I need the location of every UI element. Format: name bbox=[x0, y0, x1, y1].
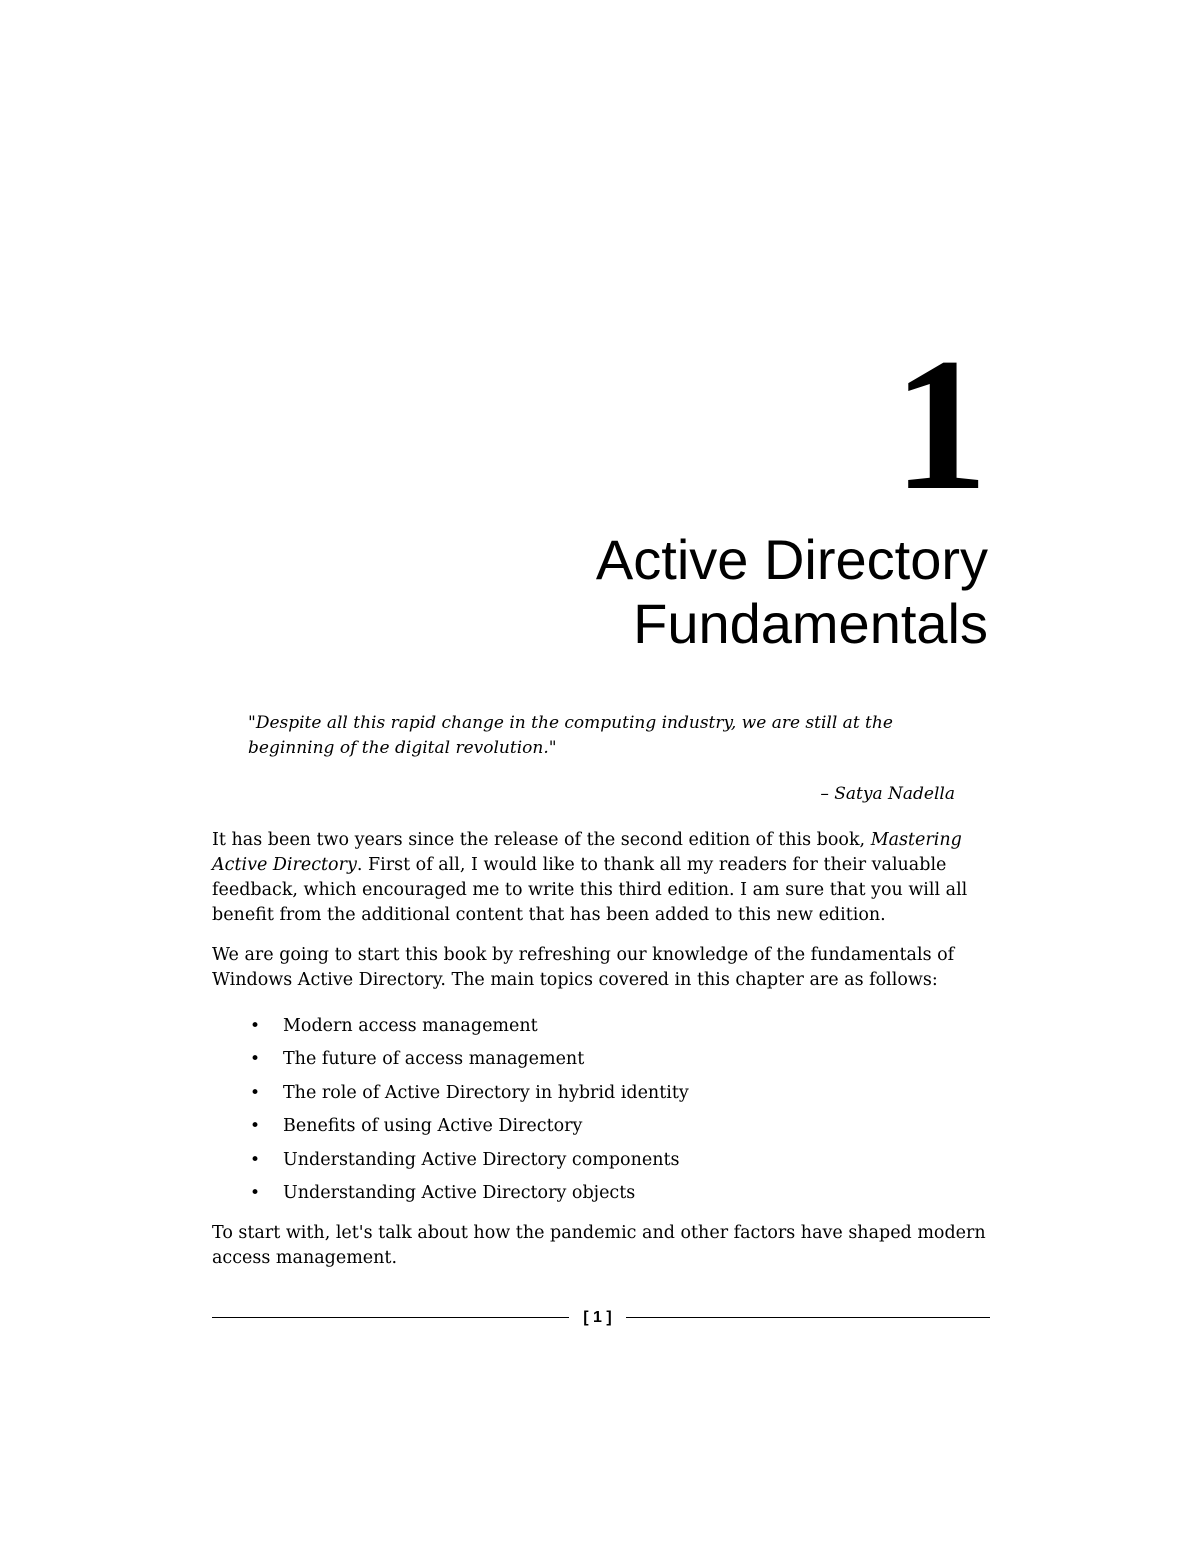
page-number: [ 1 ] bbox=[583, 1309, 612, 1326]
footer-rule-right bbox=[626, 1317, 990, 1318]
bullet-icon: • bbox=[250, 1082, 261, 1103]
page-footer bbox=[212, 1305, 990, 1331]
chapter-title-line-1: Active Directory bbox=[595, 528, 988, 591]
footer-rule-left bbox=[212, 1317, 569, 1318]
intro-text-part-1: It has been two years since the release of the second edition of this book, bbox=[212, 830, 871, 850]
bullet-icon: • bbox=[250, 1016, 261, 1036]
intro-text-part-2: . First of all, I would like to thank all my readers for their valuable feedback, which encouraged me to write this third edition. I am sure that you will all benefit from the additional content that has been added to this new edition. bbox=[212, 855, 968, 925]
epigraph-quote: "Despite all this rapid change in the computing industry, we are still at the beginning of the digital revolution." bbox=[248, 713, 893, 758]
chapter-title-line-2: Fundamentals bbox=[633, 592, 988, 655]
topic-label: The role of Active Directory in hybrid identity bbox=[283, 1082, 689, 1103]
list-item bbox=[212, 1012, 992, 1045]
list-item bbox=[212, 1112, 992, 1145]
list-item bbox=[212, 1146, 992, 1179]
topic-list bbox=[212, 1012, 992, 1212]
intro-paragraph bbox=[212, 828, 992, 928]
book-title-reference: Mastering Active Directory bbox=[212, 830, 962, 875]
bullet-icon: • bbox=[250, 1182, 261, 1203]
topic-label: Understanding Active Directory components bbox=[283, 1149, 680, 1170]
topics-intro-paragraph: We are going to start this book by refreshing our knowledge of the fundamentals of Windows Active Directory. The main topics covered in this chapter are as follows: bbox=[212, 945, 955, 990]
chapter-number: 1 bbox=[893, 320, 988, 530]
closing-paragraph: To start with, let's talk about how the pandemic and other factors have shaped modern access management. bbox=[212, 1223, 986, 1268]
topic-label: The future of access management bbox=[283, 1049, 585, 1070]
list-item bbox=[212, 1045, 992, 1078]
bullet-icon: • bbox=[250, 1149, 261, 1170]
list-item bbox=[212, 1079, 992, 1112]
epigraph-author: – Satya Nadella bbox=[820, 784, 955, 804]
topic-label: Understanding Active Directory objects bbox=[283, 1182, 636, 1203]
topic-label: Modern access management bbox=[283, 1016, 538, 1036]
topic-label: Benefits of using Active Directory bbox=[283, 1116, 583, 1137]
bullet-icon: • bbox=[250, 1049, 261, 1070]
chapter-title bbox=[288, 528, 988, 656]
bullet-icon: • bbox=[250, 1116, 261, 1137]
list-item bbox=[212, 1179, 992, 1212]
